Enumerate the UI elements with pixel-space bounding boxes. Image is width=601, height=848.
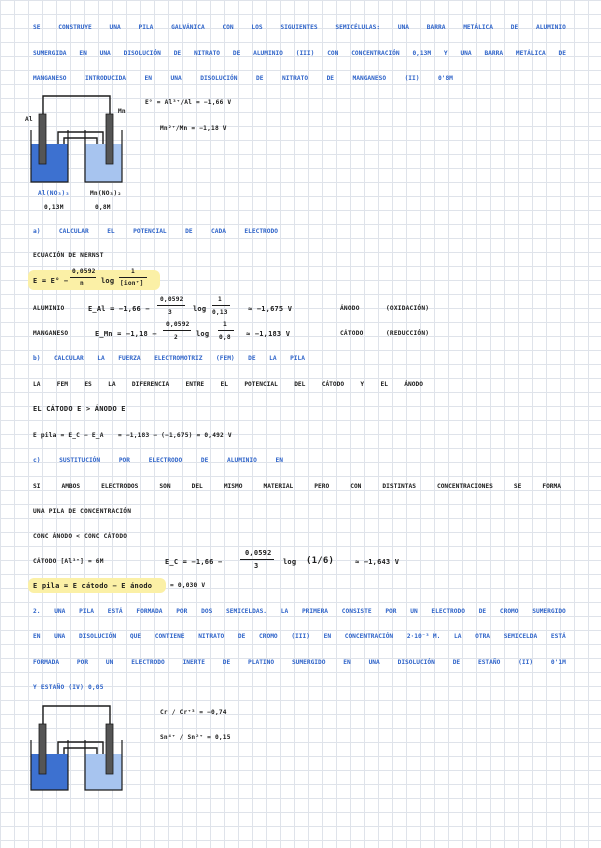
word: c) — [33, 457, 41, 464]
word: SON — [159, 483, 171, 490]
word: DE — [510, 24, 519, 31]
mn-role: CÁTODO — [340, 330, 364, 337]
nernst-coef-den: n — [80, 280, 84, 287]
galvanic-cell-diagram-2 — [28, 702, 138, 792]
word: CALCULAR — [53, 355, 84, 362]
intro-line-1 — [33, 24, 566, 31]
word: DISOLUCIÓN — [397, 659, 435, 666]
word: CROMO — [259, 633, 278, 640]
word: SUSTITUCIÓN — [59, 457, 101, 464]
word: PILA — [138, 24, 154, 31]
word: EL — [220, 381, 228, 388]
word: PILA — [290, 355, 305, 362]
word: MANGANESO — [352, 75, 387, 82]
al-process: (OXIDACIÓN) — [386, 305, 430, 312]
word: PERO — [314, 483, 330, 490]
mn-result: ≈ −1,183 V — [246, 330, 291, 338]
word: DE — [185, 228, 193, 235]
word: DEL — [294, 381, 306, 388]
word: NITRATO — [193, 50, 221, 57]
word: 0'1M — [550, 659, 566, 666]
word: 0,13M — [412, 50, 432, 57]
part-2-line-1 — [33, 608, 566, 615]
word: ES — [84, 381, 92, 388]
solution-conc-al: 0,13M — [44, 204, 64, 211]
galvanic-cell-diagram-1 — [28, 92, 138, 192]
word: SEMICELDAS. — [226, 608, 268, 615]
mn-lhs: E_Mn = −1,18 − — [95, 330, 157, 338]
word: PRIMERA — [301, 608, 329, 615]
word: DISOLUCIÓN — [78, 633, 117, 640]
word: 0'8M — [438, 75, 453, 82]
mn-log: log — [196, 330, 210, 338]
mn-coef-num: 0,0592 — [166, 321, 190, 328]
mn-frac-den: 0,8 — [219, 334, 231, 341]
word: ELECTRODO — [244, 228, 278, 235]
word: CON — [222, 24, 234, 31]
cathode-coef-den: 3 — [254, 562, 259, 570]
word: EN — [33, 633, 41, 640]
word: GALVÁNICA — [171, 24, 205, 31]
word: CONCENTRACIONES — [436, 483, 493, 490]
word: ESTÁ — [107, 608, 123, 615]
word: POR — [118, 457, 130, 464]
word: UNA — [54, 633, 66, 640]
word: ALUMINIO — [227, 457, 257, 464]
part-b-heading — [33, 355, 305, 362]
word: SEMICÉLULAS: — [335, 24, 381, 31]
word: DIFERENCIA — [131, 381, 170, 388]
word: NITRATO — [281, 75, 309, 82]
part-b-eq-rhs: = −1,183 − (−1,675) = 0,492 V — [118, 432, 232, 439]
word: EN — [343, 659, 351, 666]
fraction-bar — [212, 305, 230, 306]
word: DISOLUCIÓN — [200, 75, 238, 82]
part-2-line-2 — [33, 633, 566, 640]
word: CONSISTE — [341, 608, 372, 615]
word: DE — [222, 659, 231, 666]
word: UNA — [54, 608, 66, 615]
word: CON — [350, 483, 362, 490]
word: CADA — [211, 228, 226, 235]
cathode-conc: CÁTODO [Al³⁺] = 6M — [33, 558, 104, 565]
solution-conc-mn: 0,8M — [95, 204, 111, 211]
pile-eq: E pila = E cátodo − E ánodo — [33, 582, 153, 590]
word: (FEM) — [216, 355, 235, 362]
word: MANGANESO — [33, 75, 67, 82]
word: LA — [33, 381, 41, 388]
word: UNA — [368, 659, 380, 666]
word: 2. — [33, 608, 41, 615]
word: SUMERGIDO — [291, 659, 326, 666]
mn-label: MANGANESO — [33, 330, 69, 337]
al-label: ALUMINIO — [33, 305, 65, 312]
word: SEMICELDA — [503, 633, 538, 640]
mn-frac-num: 1 — [223, 321, 227, 328]
cathode-e-lhs: E_C = −1,66 − — [165, 558, 223, 566]
word: METÁLICA — [515, 50, 546, 57]
word: DE — [173, 50, 182, 57]
fraction-bar — [163, 330, 191, 331]
word: MATERIAL — [263, 483, 294, 490]
word: POR — [76, 659, 89, 666]
word: DE — [478, 608, 487, 615]
word: CROMO — [499, 608, 519, 615]
word: SIGUIENTES — [280, 24, 318, 31]
word: (III) — [291, 633, 310, 640]
word: POR — [176, 608, 188, 615]
word: DE — [256, 75, 264, 82]
word: EN — [275, 457, 283, 464]
word: FUERZA — [118, 355, 141, 362]
sn-potential: Sn⁴⁺ / Sn²⁺ = 0,15 — [160, 734, 231, 741]
word: METÁLICA — [463, 24, 494, 31]
word: CÁTODO — [321, 381, 345, 388]
al-result: ≈ −1,675 V — [248, 305, 293, 313]
fraction-bar — [157, 305, 185, 306]
nernst-frac-den: [ion⁺] — [120, 280, 144, 287]
nernst-frac-num: 1 — [131, 268, 135, 275]
word: 2·10⁻³ M. — [406, 633, 441, 640]
al-log: log — [193, 305, 207, 313]
part-c-line-2: UNA PILA DE CONCENTRACIÓN — [33, 508, 132, 515]
word: LA — [269, 355, 277, 362]
solution-label-mn: Mn(NO₃)₂ — [90, 190, 122, 197]
mn-process: (REDUCCIÓN) — [386, 330, 430, 337]
fraction-bar — [70, 277, 96, 278]
word: EN — [79, 50, 87, 57]
word: LA — [97, 355, 105, 362]
part-2-line-3 — [33, 659, 566, 666]
word: CALCULAR — [58, 228, 89, 235]
word: ENTRE — [185, 381, 205, 388]
cathode-result: ≈ −1,643 V — [355, 558, 400, 566]
word: (II) — [404, 75, 420, 82]
word: UNA — [109, 24, 121, 31]
word: POTENCIAL — [133, 228, 167, 235]
word: SUMERGIDO — [532, 608, 566, 615]
word: ELECTRODOS — [101, 483, 139, 490]
word: CONSTRUYE — [58, 24, 92, 31]
word: NITRATO — [198, 633, 225, 640]
cathode-log: log — [283, 558, 297, 566]
word: UN — [105, 659, 114, 666]
al-coef-den: 3 — [168, 309, 172, 316]
mn-coef-den: 2 — [174, 334, 178, 341]
word: CONCENTRACIÓN — [344, 633, 394, 640]
part-b-eq-lhs: E pila = E_C − E_A — [33, 432, 104, 439]
word: AMBOS — [61, 483, 81, 490]
word: b) — [33, 355, 41, 362]
cr-potential: Cr / Cr⁺³ = −0,74 — [160, 709, 227, 716]
word: QUE — [129, 633, 142, 640]
word: UNA — [397, 24, 410, 31]
nernst-lhs: E = E° − — [33, 277, 69, 285]
fraction-bar — [218, 330, 234, 331]
al-lhs: E_Al = −1,66 − — [88, 305, 150, 313]
word: UNA — [460, 50, 472, 57]
electrode-label-al: Al — [25, 116, 33, 123]
cathode-coef-num: 0,0592 — [245, 549, 272, 557]
word: INERTE — [182, 659, 205, 666]
word: PLATINO — [248, 659, 275, 666]
al-coef-num: 0,0592 — [160, 296, 184, 303]
word: DE — [248, 355, 256, 362]
word: DISTINTAS — [382, 483, 416, 490]
word: EN — [323, 633, 332, 640]
word: (II) — [518, 659, 534, 666]
solution-label-al: Al(NO₃)₃ — [38, 190, 70, 197]
word: a) — [33, 228, 41, 235]
word: CONCENTRACIÓN — [351, 50, 400, 57]
part-b-line-2: EL CÁTODO E > ÁNODO E — [33, 405, 126, 413]
word: UN — [410, 608, 418, 615]
word: ELECTRODO — [148, 457, 183, 464]
pile-value: = 0,030 V — [170, 582, 206, 589]
word: ALUMINIO — [253, 50, 283, 57]
word: FEM — [56, 381, 68, 388]
word: EL — [107, 228, 115, 235]
word: POR — [385, 608, 397, 615]
word: Y — [360, 381, 365, 388]
word: FORMADA — [33, 659, 60, 666]
word: ÁNODO — [404, 381, 423, 388]
word: MISMO — [223, 483, 243, 490]
word: POTENCIAL — [244, 381, 278, 388]
fraction-bar — [119, 277, 147, 278]
word: SE — [513, 483, 522, 490]
word: LOS — [251, 24, 263, 31]
standard-potential-mn: Mn²⁺/Mn = −1,18 V — [160, 125, 227, 132]
word: PILA — [79, 608, 95, 615]
al-frac-den: 0,13 — [212, 309, 228, 316]
word: DE — [237, 633, 246, 640]
word: FORMA — [542, 483, 561, 490]
word: ELECTROMOTRIZ — [154, 355, 203, 362]
nernst-title: ECUACIÓN DE NERNST — [33, 252, 104, 259]
word: Y — [443, 50, 448, 57]
word: DEL — [191, 483, 203, 490]
word: LA — [108, 381, 116, 388]
electrode-label-mn: Mn — [118, 108, 126, 115]
word: ELECTRODO — [431, 608, 465, 615]
word: ESTÁ — [550, 633, 566, 640]
word: LA — [454, 633, 462, 640]
fraction-bar — [240, 559, 274, 560]
word: CONTIENE — [154, 633, 185, 640]
part-c-line-3: CONC ÁNODO < CONC CÁTODO — [33, 533, 128, 540]
word: LA — [280, 608, 289, 615]
intro-line-3 — [33, 75, 453, 82]
nernst-log: log — [101, 277, 115, 285]
part-c-heading — [33, 457, 283, 464]
nernst-coef-num: 0,0592 — [72, 268, 96, 275]
word: ESTAÑO — [477, 659, 501, 666]
word: OTRA — [475, 633, 491, 640]
word: ELECTRODO — [131, 659, 165, 666]
word: FORMADA — [136, 608, 163, 615]
word: EN — [144, 75, 152, 82]
word: DE — [200, 457, 209, 464]
word: SUMERGIDA — [33, 50, 67, 57]
word: DE — [232, 50, 241, 57]
word: INTRODUCIDA — [85, 75, 127, 82]
word: SI — [33, 483, 41, 490]
word: ALUMINIO — [536, 24, 566, 31]
intro-line-2 — [33, 50, 566, 57]
word: DE — [326, 75, 335, 82]
al-role: ÁNODO — [340, 305, 360, 312]
word: DOS — [201, 608, 213, 615]
word: BARRA — [426, 24, 446, 31]
part-b-line-1 — [33, 381, 423, 388]
word: CON — [327, 50, 339, 57]
word: EL — [380, 381, 388, 388]
word: DISOLUCIÓN — [123, 50, 161, 57]
word: UNA — [170, 75, 182, 82]
word: UNA — [99, 50, 111, 57]
cathode-paren: (1/6) — [306, 556, 335, 566]
word: SE — [33, 24, 41, 31]
word: DE — [452, 659, 461, 666]
al-frac-num: 1 — [218, 296, 222, 303]
part-a-heading — [33, 228, 278, 235]
word: (III) — [295, 50, 315, 57]
word: DE — [558, 50, 566, 57]
part-2-line-4: Y ESTAÑO (IV) 0,05 — [33, 684, 104, 691]
part-c-line-1 — [33, 483, 561, 490]
standard-potential-al: E° = Al³⁺/Al = −1,66 V — [145, 99, 232, 106]
word: BARRA — [484, 50, 504, 57]
